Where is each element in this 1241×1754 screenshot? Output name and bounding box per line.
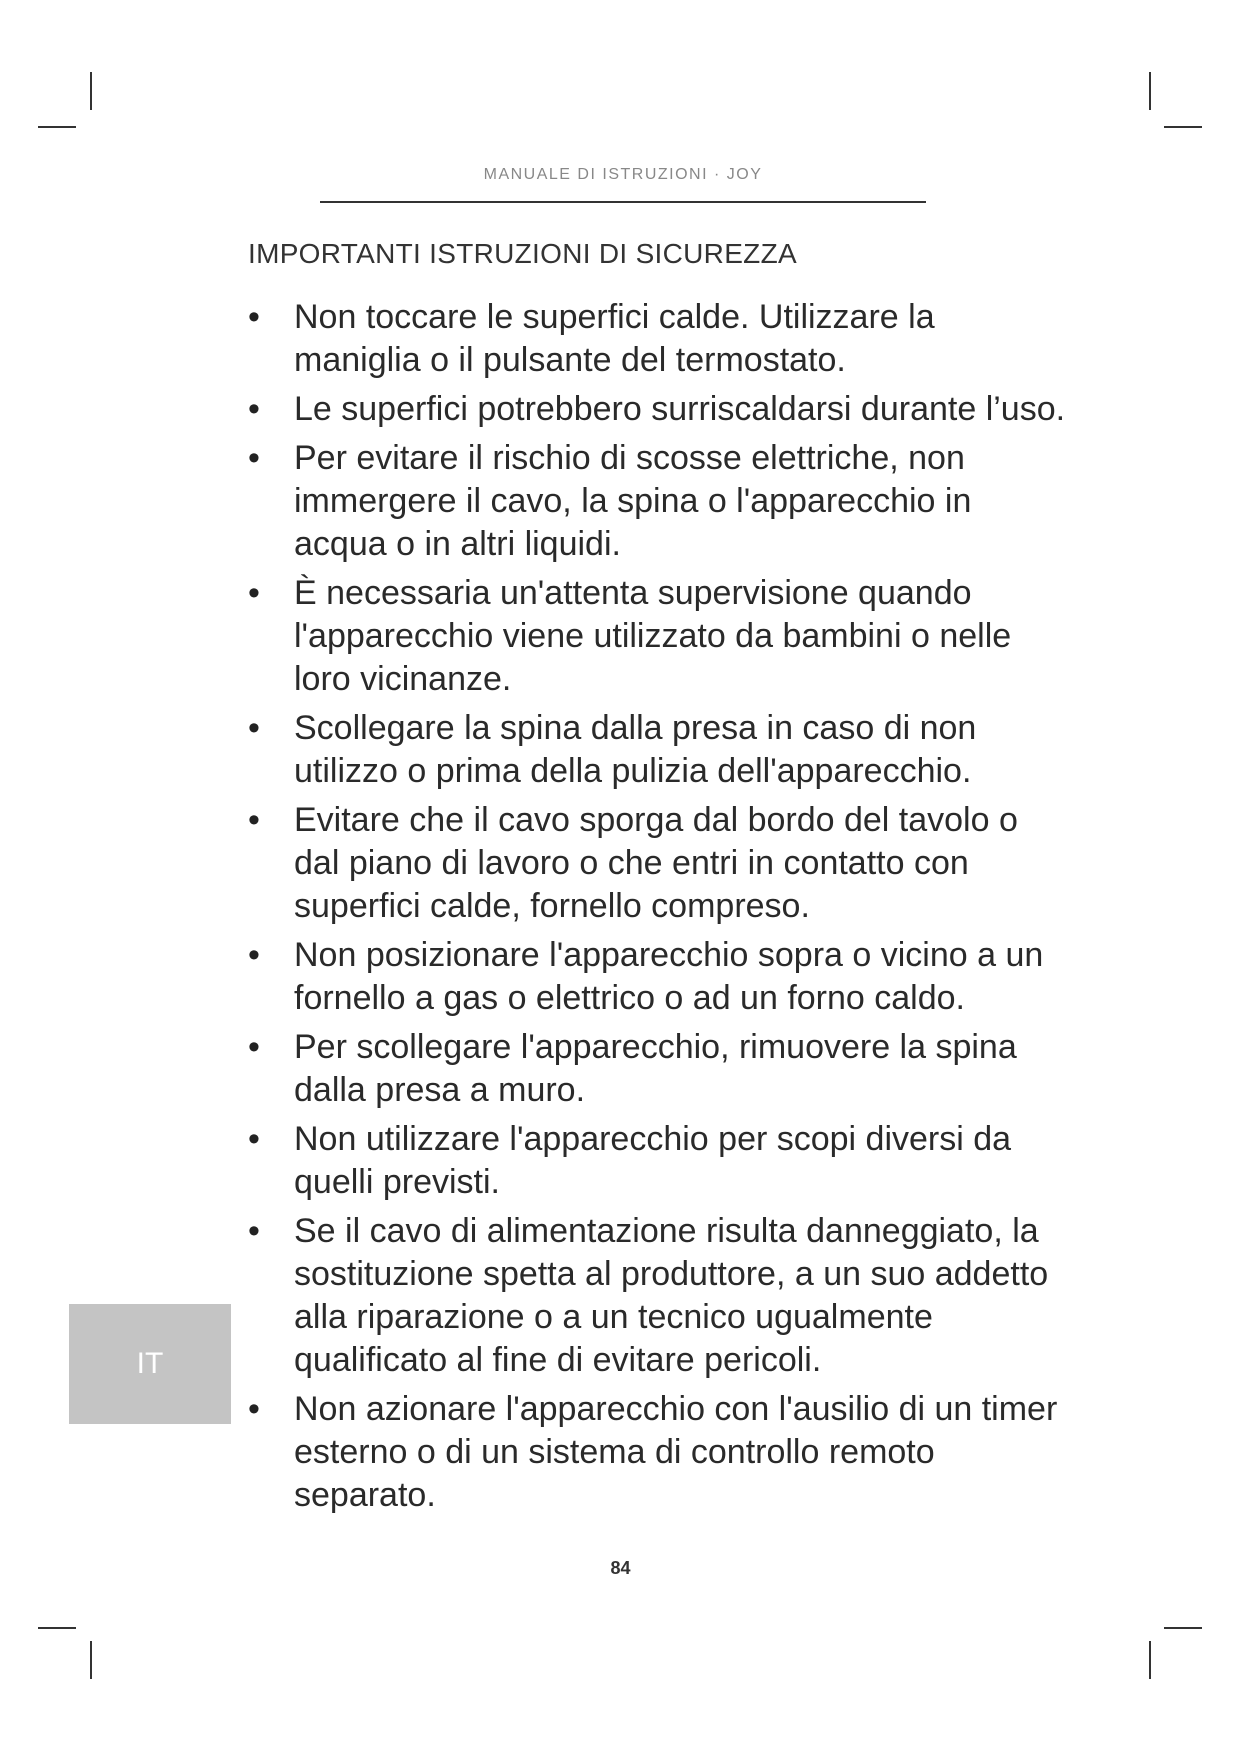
list-item: • Non toccare le superfici calde. Utilizzare la maniglia o il pulsante del termostato. <box>248 296 1068 382</box>
crop-mark <box>38 126 76 128</box>
crop-mark <box>38 1627 76 1629</box>
header-rule <box>320 201 926 203</box>
crop-mark <box>1164 1627 1202 1629</box>
section-title: IMPORTANTI ISTRUZIONI DI SICUREZZA <box>248 238 797 269</box>
safety-list <box>248 296 1068 1523</box>
language-tab: IT <box>69 1304 231 1424</box>
list-item: • Per scollegare l'apparecchio, rimuovere la spina dalla presa a muro. <box>248 1026 1068 1112</box>
crop-mark <box>90 72 92 110</box>
list-item: • Se il cavo di alimentazione risulta danneggiato, la sostituzione spetta al produttore, a un suo addetto alla riparazione o a un tecnico ugualmente qualificato al fine di evitare pericoli. <box>248 1210 1068 1382</box>
list-item: • Scollegare la spina dalla presa in caso di non utilizzo o prima della pulizia dell'apparecchio. <box>248 707 1068 793</box>
list-item: • Non posizionare l'apparecchio sopra o vicino a un fornello a gas o elettrico o ad un forno caldo. <box>248 934 1068 1020</box>
running-header: MANUALE DI ISTRUZIONI · JOY <box>483 166 763 183</box>
list-item: • Evitare che il cavo sporga dal bordo del tavolo o dal piano di lavoro o che entri in contatto con superfici calde, fornello compreso. <box>248 799 1068 928</box>
crop-mark <box>1164 126 1202 128</box>
list-item: • Le superfici potrebbero surriscaldarsi durante l’uso. <box>248 388 1068 431</box>
crop-mark <box>1149 1641 1151 1679</box>
list-item: • È necessaria un'attenta supervisione quando l'apparecchio viene utilizzato da bambini o nelle loro vicinanze. <box>248 572 1068 701</box>
list-item: • Per evitare il rischio di scosse elettriche, non immergere il cavo, la spina o l'apparecchio in acqua o in altri liquidi. <box>248 437 1068 566</box>
crop-mark <box>1149 72 1151 110</box>
list-item: • Non azionare l'apparecchio con l'ausilio di un timer esterno o di un sistema di controllo remoto separato. <box>248 1388 1068 1517</box>
crop-mark <box>90 1641 92 1679</box>
page-number: 84 <box>610 1558 631 1578</box>
list-item: • Non utilizzare l'apparecchio per scopi diversi da quelli previsti. <box>248 1118 1068 1204</box>
